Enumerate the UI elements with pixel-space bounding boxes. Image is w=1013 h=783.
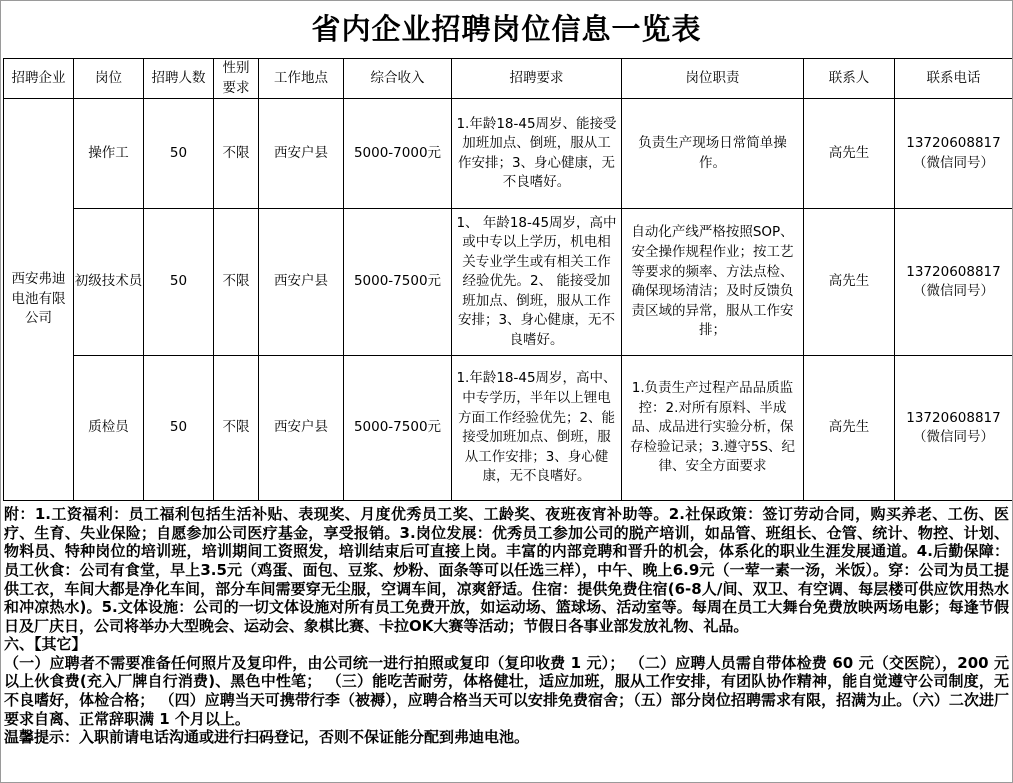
cell-position: 初级技术员 xyxy=(74,209,144,356)
header-company: 招聘企业 xyxy=(4,59,74,99)
other-heading: 六、【其它】 xyxy=(4,635,87,654)
cell-duties: 自动化产线严格按照SOP、安全操作规程作业；按工艺等要求的频率、方法点检、确保现场清洁；及时反馈负责区域的异常，服从工作安排； xyxy=(622,209,804,356)
header-phone: 联系电话 xyxy=(895,59,1013,99)
cell-location: 西安户县 xyxy=(259,356,344,501)
cell-income: 5000-7500元 xyxy=(344,356,452,501)
cell-headcount: 50 xyxy=(144,356,214,501)
header-contact: 联系人 xyxy=(804,59,895,99)
cell-duties: 负责生产现场日常简单操作。 xyxy=(622,99,804,209)
cell-location: 西安户县 xyxy=(259,99,344,209)
table-row xyxy=(4,209,1013,356)
other-notes: （一）应聘者不需要准备任何照片及复印件，由公司统一进行拍照或复印（复印收费 1 元）； （二）应聘人员需自带体检费 60 元（交医院），200 元以上伙食费(充入厂牌自行消费)、黑色中性笔； （三）能吃苦耐劳，体格健壮，适应加班，服从工作安排，有团队协作精神，能自觉遵守公司制度，无不良嗜好，体检合格； （四）应聘当天可携带行李（被褥），应聘合格当天可以安排免费宿舍；（五）部分岗位招聘需求有限，招满为止。（六）二次进厂要求自离、正常辞职满 1 个月以上。 xyxy=(4,653,1009,728)
cell-income: 5000-7500元 xyxy=(344,209,452,356)
header-requirements: 招聘要求 xyxy=(452,59,622,99)
cell-position: 质检员 xyxy=(74,356,144,501)
cell-requirements: 1、 年龄18-45周岁，高中或中专以上学历，机电相关专业学生或有相关工作经验优先。2、 能接受加班加点、倒班，服从工作安排；3、身心健康，无不良嗜好。 xyxy=(452,209,622,356)
header-income: 综合收入 xyxy=(344,59,452,99)
cell-gender: 不限 xyxy=(214,356,259,501)
cell-position: 操作工 xyxy=(74,99,144,209)
header-duties: 岗位职责 xyxy=(622,59,804,99)
welfare-notes: 附：1.工资福利：员工福利包括生活补贴、表现奖、月度优秀员工奖、工龄奖、夜班夜宵补助等。2.社保政策：签订劳动合同，购买养老、工伤、医疗、生育、失业保险；自愿参加公司医疗基金，享受报销。3.岗位发展：优秀员工参加公司的脱产培训，如品管、班组长、仓管、统计、物控、计划、物料员、特种岗位的培训班，培训期间工资照发，培训结束后可直接上岗。丰富的内部竞聘和晋升的机会，体系化的职业生涯发展通道。4.后勤保障：员工伙食：公司有食堂，早上3.5元（鸡蛋、面包、豆浆、炒粉、面条等可以任选三样），中午、晚上6.9元（一荤一素一汤，米饭）。穿：公司为员工提供工衣，车间大都是净化车间，部分车间需要穿无尘服，空调车间，凉爽舒适。住宿：提供免费住宿(6-8人/间、双卫、有空调、每层楼可供应饮用热水和冲凉热水)。5.文体设施：公司的一切文体设施对所有员工免费开放，如运动场、篮球场、活动室等。每周在员工大舞台免费放映两场电影；每逢节假日及厂庆日，公司将举办大型晚会、运动会、象棋比赛、卡拉OK大赛等活动；节假日各事业部发放礼物、礼品。 xyxy=(4,505,1009,635)
cell-phone: 13720608817（微信同号） xyxy=(895,356,1013,501)
cell-requirements: 1.年龄18-45周岁，高中、中专学历，半年以上锂电方面工作经验优先；2、能接受加班加点、倒班，服从工作安排；3、身心健康，无不良嗜好。 xyxy=(452,356,622,501)
header-position: 岗位 xyxy=(74,59,144,99)
table-row xyxy=(4,99,1013,209)
cell-contact: 高先生 xyxy=(804,356,895,501)
cell-phone: 13720608817（微信同号） xyxy=(895,99,1013,209)
cell-headcount: 50 xyxy=(144,99,214,209)
tip-line: 温馨提示：入职前请电话沟通或进行扫码登记，否则不保证能分配到弗迪电池。 xyxy=(4,728,530,747)
cell-gender: 不限 xyxy=(214,209,259,356)
header-gender: 性别要求 xyxy=(214,59,259,99)
cell-company: 西安弗迪电池有限公司 xyxy=(4,99,74,501)
cell-headcount: 50 xyxy=(144,209,214,356)
table-row xyxy=(4,356,1013,501)
cell-requirements: 1.年龄18-45周岁、能接受加班加点、倒班，服从工作安排；3、身心健康，无不良嗜好。 xyxy=(452,99,622,209)
header-row xyxy=(4,59,1013,99)
cell-gender: 不限 xyxy=(214,99,259,209)
page-title: 省内企业招聘岗位信息一览表 xyxy=(311,12,702,46)
cell-income: 5000-7000元 xyxy=(344,99,452,209)
cell-duties: 1.负责生产过程产品品质监控：2.对所有原料、半成品、成品进行实验分析，保存检验记录；3.遵守5S、纪律、安全方面要求 xyxy=(622,356,804,501)
cell-phone: 13720608817（微信同号） xyxy=(895,209,1013,356)
notes-section xyxy=(4,505,1009,747)
jobs-table xyxy=(3,58,1013,501)
cell-contact: 高先生 xyxy=(804,209,895,356)
cell-contact: 高先生 xyxy=(804,99,895,209)
header-headcount: 招聘人数 xyxy=(144,59,214,99)
cell-location: 西安户县 xyxy=(259,209,344,356)
header-location: 工作地点 xyxy=(259,59,344,99)
